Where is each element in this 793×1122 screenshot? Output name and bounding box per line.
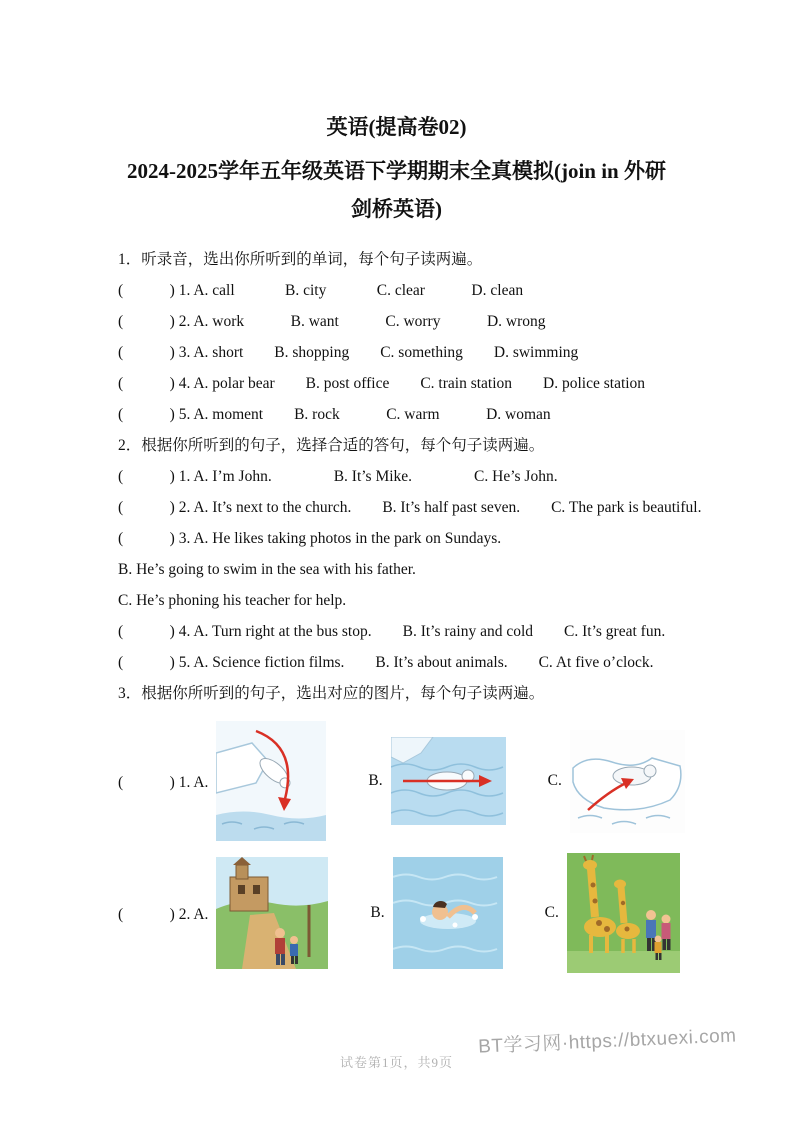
- section3-heading: 3．根据你所听到的句子，选出对应的图片，每个句子读两遍。: [118, 685, 545, 702]
- section2-question-2: ( ) 2. A. It’s next to the church. B. It’s half past seven. C. The park is beautiful.: [118, 499, 702, 516]
- section2-question-3-option-a: ( ) 3. A. He likes taking photos in the park on Sundays.: [118, 530, 502, 547]
- section1-heading: 1．听录音，选出你所听到的单词，每个句子读两遍。: [118, 251, 483, 268]
- section1-question-5: ( ) 5. A. moment B. rock C. warm D. woman: [118, 406, 551, 423]
- polar-bear-on-ice-illustration: [570, 730, 685, 833]
- section3-question-1-label-b: B.: [368, 772, 383, 789]
- paper-subtitle-line2: 剑桥英语): [351, 197, 442, 221]
- swimmer-illustration: [393, 857, 503, 969]
- polar-bear-diving-illustration: [216, 721, 326, 841]
- polar-bear-diving-image: [216, 721, 326, 841]
- paper-subtitle-line1: 2024-2025学年五年级英语下学期期末全真模拟(join in 外研: [126, 159, 666, 183]
- section2-heading: 2．根据你所听到的句子，选择合适的答句，每个句子读两遍。: [118, 437, 545, 454]
- polar-bear-swimming-image: [391, 737, 506, 825]
- section3-question-1-label-a: ( ) 1. A.: [118, 774, 209, 791]
- section2-question-4: ( ) 4. A. Turn right at the bus stop. B. It’s rainy and cold C. It’s great fun.: [118, 623, 666, 640]
- site-watermark: BT学习网·https://btxuexi.com: [477, 1025, 737, 1058]
- questions-body: [118, 244, 702, 973]
- section3-question-2-label-c: C.: [544, 904, 559, 921]
- section2-question-1: ( ) 1. A. I’m John. B. It’s Mike. C. He’s John.: [118, 468, 558, 485]
- section1-question-3: ( ) 3. A. short B. shopping C. something D. swimming: [118, 344, 579, 361]
- section1-question-1: ( ) 1. A. call B. city C. clear D. clean: [118, 282, 524, 299]
- section1-question-2: ( ) 2. A. work B. want C. worry D. wrong: [118, 313, 546, 330]
- section3-question-2-row: [118, 853, 675, 973]
- castle-scene-image: [216, 857, 328, 969]
- giraffes-family-image: [567, 853, 680, 973]
- giraffes-family-illustration: [567, 853, 680, 973]
- swimmer-image: [393, 857, 503, 969]
- polar-bear-on-ice-image: [570, 730, 685, 833]
- section2-question-3-option-b: B. He’s going to swim in the sea with his father.: [118, 561, 416, 578]
- paper-title: 英语(提高卷02): [326, 115, 467, 139]
- castle-scene-illustration: [216, 857, 328, 969]
- page-number-info: 试卷第1页，共9页: [339, 1055, 453, 1070]
- section3-question-1-row: [118, 721, 675, 841]
- section2-question-5: ( ) 5. A. Science fiction films. B. It’s about animals. C. At five o’clock.: [118, 654, 654, 671]
- polar-bear-swimming-illustration: [391, 737, 506, 825]
- section3-question-1-label-c: C.: [547, 772, 562, 789]
- section3-question-2-label-b: B.: [370, 904, 385, 921]
- section3-question-2-label-a: ( ) 2. A.: [118, 906, 209, 923]
- section2-question-3-option-c: C. He’s phoning his teacher for help.: [118, 592, 347, 609]
- section1-question-4: ( ) 4. A. polar bear B. post office C. train station D. police station: [118, 375, 646, 392]
